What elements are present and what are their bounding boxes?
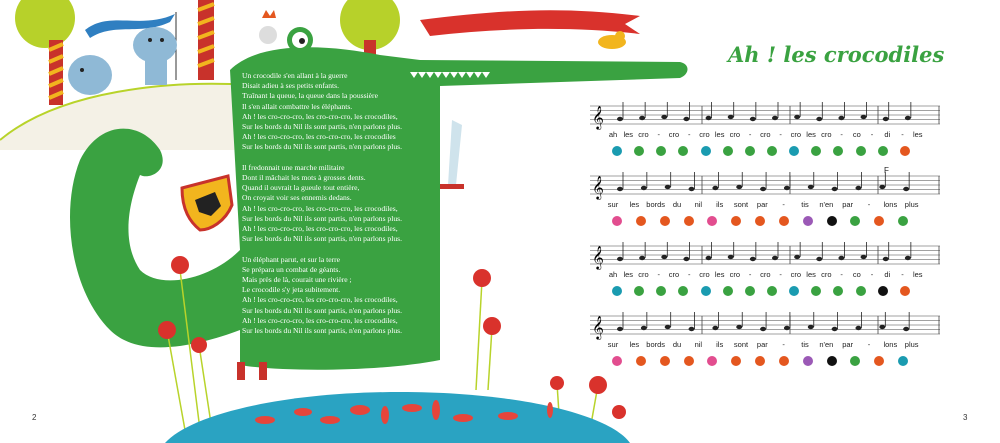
note-dot-fa	[789, 286, 799, 296]
note-dot-sol	[636, 216, 646, 226]
note-dot-la	[850, 356, 860, 366]
note-head	[683, 117, 689, 121]
note-dot-sol	[684, 216, 694, 226]
syllable: -	[840, 130, 843, 139]
elephant-small	[68, 55, 112, 95]
note-head	[808, 325, 814, 329]
lyrics	[242, 71, 442, 346]
lyric-line: Mais près de là, courait une rivière ;	[242, 275, 352, 285]
note-head	[784, 326, 790, 330]
note-head	[838, 116, 844, 120]
note-head	[712, 186, 718, 190]
note-dot-la	[723, 146, 733, 156]
note-dot-mi	[707, 356, 717, 366]
note-head	[641, 326, 647, 330]
note-head	[861, 255, 867, 259]
lyric-line: Sur les bords du Nil ils sont partis, n'en parlons plus.	[242, 326, 402, 336]
syllable: -	[748, 130, 752, 139]
syllable: sur	[607, 340, 619, 349]
note-head	[689, 187, 695, 191]
lyric-line: Sur les bords du Nil ils sont partis, n'en parlons plus.	[242, 142, 402, 152]
syllable: sont	[733, 200, 749, 209]
chord-symbol: F	[884, 166, 889, 175]
note-head	[883, 257, 889, 261]
lyrics-syllables	[605, 200, 940, 212]
note-head	[838, 256, 844, 260]
note-dot-si_bemol	[827, 216, 837, 226]
syllable: les	[623, 270, 634, 279]
syllable: par	[842, 200, 854, 209]
syllable: plus	[904, 200, 919, 209]
syllable: cro	[668, 270, 680, 279]
syllable: nil	[694, 200, 703, 209]
note-head	[903, 327, 909, 331]
note-dot-sol	[636, 356, 646, 366]
note-dot-la	[678, 146, 688, 156]
syllable: les	[714, 270, 725, 279]
note-dot-do	[803, 216, 813, 226]
note-color-dots	[605, 286, 940, 298]
note-dot-la	[745, 286, 755, 296]
note-dot-la	[656, 146, 666, 156]
note-head	[760, 187, 766, 191]
crocodile-helmet	[259, 26, 277, 44]
syllable: cro	[638, 270, 649, 279]
note-dot-sol	[731, 356, 741, 366]
note-dot-sol	[731, 216, 741, 226]
syllable: par	[756, 340, 768, 349]
note-color-dots	[605, 356, 940, 368]
note-head	[750, 117, 756, 121]
note-head	[661, 255, 667, 259]
lyrics-syllables	[605, 130, 940, 142]
sword	[448, 120, 462, 185]
syllable: tis	[801, 200, 809, 209]
syllable: les	[629, 340, 640, 349]
note-head	[728, 255, 734, 259]
syllable: sur	[607, 200, 619, 209]
syllable: les	[623, 130, 634, 139]
syllable: cro	[790, 130, 802, 139]
syllable: cro	[790, 270, 802, 279]
syllable: les	[912, 130, 923, 139]
note-dot-la	[856, 286, 866, 296]
note-head	[665, 325, 671, 329]
syllable: cro	[821, 130, 832, 139]
syllable: -	[901, 270, 904, 279]
note-head	[784, 186, 790, 190]
note-dot-do	[803, 356, 813, 366]
syllable: -	[687, 270, 691, 279]
syllable: -	[779, 270, 782, 279]
note-head	[712, 326, 718, 330]
lyrics-syllables	[605, 270, 940, 282]
lyric-line: Quand il ouvrait la gueule tout entière,	[242, 183, 360, 193]
note-dot-sol	[874, 356, 884, 366]
syllable: tis	[801, 340, 809, 349]
note-dot-sol	[900, 286, 910, 296]
syllable: -	[870, 270, 874, 279]
note-head	[816, 257, 822, 261]
note-head	[816, 117, 822, 121]
syllable: ah	[608, 270, 618, 279]
lyric-line: On croyait voir ses ennemis dedans.	[242, 193, 352, 203]
red-banner	[420, 10, 640, 36]
syllable: par	[842, 340, 854, 349]
syllable: lons	[883, 200, 898, 209]
note-dot-la	[634, 286, 644, 296]
note-head	[639, 116, 645, 120]
lyric-line: Un crocodile s'en allant à la guerre	[242, 71, 348, 80]
note-dot-fa	[701, 286, 711, 296]
page-number-left: 2	[32, 413, 37, 422]
stanza	[242, 71, 442, 153]
note-head	[808, 185, 814, 189]
lyric-line: Sur les bords du Nil ils sont partis, n'en parlons plus.	[242, 213, 402, 223]
note-head	[683, 257, 689, 261]
lyrics-syllables	[605, 340, 940, 352]
note-dot-sol	[660, 356, 670, 366]
note-color-dots	[605, 146, 940, 158]
note-dot-fa	[612, 146, 622, 156]
lyric-line: Ah ! les cro-cro-cro, les cro-cro-cro, les crocodiles	[242, 132, 396, 142]
syllable: cro	[821, 270, 832, 279]
lyric-line: Sur les bords du Nil ils sont partis, n'en parlons plus.	[242, 122, 402, 132]
note-head	[772, 116, 778, 120]
syllable: sont	[733, 340, 749, 349]
note-dot-la	[767, 146, 777, 156]
note-dot-sol	[755, 356, 765, 366]
note-head	[736, 325, 742, 329]
syllable: plus	[904, 340, 919, 349]
syllable: n'en	[819, 340, 834, 349]
syllable: -	[779, 130, 782, 139]
treble-clef: 𝄞	[592, 245, 604, 269]
note-dot-la	[634, 146, 644, 156]
tree-left	[15, 0, 75, 48]
lyric-line: Il s'en allait combattre les éléphants.	[242, 101, 353, 111]
note-head	[706, 256, 712, 260]
syllable: -	[748, 270, 752, 279]
pole	[198, 0, 214, 80]
note-dot-mi	[612, 356, 622, 366]
note-head	[750, 257, 756, 261]
syllable: co	[852, 270, 861, 279]
lyric-line: Ah ! les cro-cro-cro, les cro-cro-cro, les crocodiles,	[242, 111, 398, 121]
note-dot-sol	[900, 146, 910, 156]
note-head	[639, 256, 645, 260]
note-dot-la	[656, 286, 666, 296]
note-dot-mi	[707, 216, 717, 226]
lyric-line: Sur les bords du Nil ils sont partis, n'en parlons plus.	[242, 305, 402, 315]
note-head	[617, 187, 623, 191]
note-head	[772, 256, 778, 260]
syllable: n'en	[819, 200, 834, 209]
note-color-dots	[605, 216, 940, 228]
syllable: les	[912, 270, 923, 279]
syllable: -	[782, 200, 785, 209]
note-dot-sol	[684, 356, 694, 366]
syllable: cro	[699, 270, 710, 279]
syllable: ah	[608, 130, 618, 139]
lyric-line: Ah ! les cro-cro-cro, les cro-cro-cro, les crocodiles,	[242, 224, 398, 234]
note-head	[855, 186, 861, 190]
note-head	[879, 325, 885, 329]
note-head	[728, 115, 734, 119]
syllable: du	[672, 340, 682, 349]
syllable: co	[852, 130, 861, 139]
note-head	[861, 115, 867, 119]
note-head	[879, 185, 885, 189]
syllable: cro	[699, 130, 710, 139]
lyric-line: Dont il mâchait les mots à grosses dents.	[242, 173, 366, 183]
syllable: cro	[668, 130, 680, 139]
note-head	[832, 187, 838, 191]
syllable: les	[806, 130, 816, 139]
lyric-line: Il fredonnait une marche militaire	[242, 162, 345, 172]
lyric-line: Traînant la queue, la queue dans la poussière	[242, 91, 378, 101]
syllable: -	[657, 270, 660, 279]
note-dot-la	[745, 146, 755, 156]
lyric-line: Le crocodile s'y jeta subitement.	[242, 285, 341, 295]
syllable: di	[884, 130, 891, 139]
song-title: Ah ! les crocodiles	[728, 42, 945, 67]
note-dot-fa	[789, 146, 799, 156]
note-head	[760, 327, 766, 331]
note-dot-si_bemol	[878, 286, 888, 296]
syllable: les	[629, 200, 640, 209]
syllable: -	[687, 130, 691, 139]
note-dot-la	[767, 286, 777, 296]
syllable: -	[657, 130, 660, 139]
note-dot-fa	[612, 286, 622, 296]
note-dot-la	[856, 146, 866, 156]
syllable: les	[806, 270, 816, 279]
syllable: par	[756, 200, 768, 209]
note-dot-la	[898, 216, 908, 226]
note-dot-si_bemol	[827, 356, 837, 366]
lyric-line: Ah ! les cro-cro-cro, les cro-cro-cro, les crocodiles,	[242, 295, 398, 305]
note-dot-mi	[612, 216, 622, 226]
note-dot-sol	[874, 216, 884, 226]
syllable: ils	[716, 200, 724, 209]
treble-clef: 𝄞	[592, 175, 604, 199]
note-dot-la	[833, 286, 843, 296]
note-head	[794, 255, 800, 259]
note-head	[661, 115, 667, 119]
syllable: -	[782, 340, 785, 349]
treble-clef: 𝄞	[592, 315, 604, 339]
note-head	[617, 117, 623, 121]
foot-right	[259, 362, 267, 380]
note-head	[794, 115, 800, 119]
note-head	[617, 257, 623, 261]
note-dot-la	[723, 286, 733, 296]
syllable: -	[870, 130, 874, 139]
note-head	[855, 326, 861, 330]
note-dot-fa	[898, 356, 908, 366]
syllable: bords	[646, 340, 666, 349]
page-number-right: 3	[963, 413, 968, 422]
lyric-line: Disait adieu à ses petits enfants.	[242, 81, 340, 91]
syllable: di	[884, 270, 891, 279]
note-head	[905, 256, 911, 260]
stanza	[242, 163, 442, 245]
syllable: du	[672, 200, 682, 209]
lyric-line: Un éléphant parut, et sur la terre	[242, 254, 341, 264]
note-head	[832, 327, 838, 331]
note-head	[905, 116, 911, 120]
note-dot-la	[811, 286, 821, 296]
syllable: -	[867, 200, 871, 209]
syllable: cro	[729, 270, 741, 279]
note-head	[736, 185, 742, 189]
note-head	[689, 327, 695, 331]
note-dot-sol	[660, 216, 670, 226]
syllable: ils	[716, 340, 724, 349]
lyric-line: Ah ! les cro-cro-cro, les cro-cro-cro, les crocodiles,	[242, 315, 398, 325]
syllable: -	[867, 340, 871, 349]
syllable: cro	[729, 130, 741, 139]
note-dot-la	[833, 146, 843, 156]
stanza	[242, 255, 442, 337]
note-head	[903, 187, 909, 191]
syllable: lons	[883, 340, 898, 349]
syllable: cro	[760, 130, 771, 139]
lyric-line: Se prépara un combat de géants.	[242, 264, 341, 274]
note-dot-la	[678, 286, 688, 296]
foot-left	[237, 362, 245, 380]
note-dot-sol	[755, 216, 765, 226]
note-head	[617, 327, 623, 331]
lyric-line: Sur les bords du Nil ils sont partis, n'en parlons plus.	[242, 234, 402, 244]
note-dot-fa	[701, 146, 711, 156]
note-dot-sol	[779, 216, 789, 226]
note-dot-la	[811, 146, 821, 156]
note-dot-la	[878, 146, 888, 156]
note-head	[706, 116, 712, 120]
note-head	[665, 185, 671, 189]
note-head	[883, 117, 889, 121]
syllable: -	[840, 270, 843, 279]
lyric-line: Ah ! les cro-cro-cro, les cro-cro-cro, les crocodiles,	[242, 203, 398, 213]
syllable: nil	[694, 340, 703, 349]
syllable: -	[901, 130, 904, 139]
syllable: les	[714, 130, 725, 139]
note-dot-la	[850, 216, 860, 226]
treble-clef: 𝄞	[592, 105, 604, 129]
syllable: cro	[760, 270, 771, 279]
syllable: bords	[646, 200, 666, 209]
note-head	[641, 186, 647, 190]
syllable: cro	[638, 130, 649, 139]
river	[165, 392, 630, 443]
note-dot-sol	[779, 356, 789, 366]
